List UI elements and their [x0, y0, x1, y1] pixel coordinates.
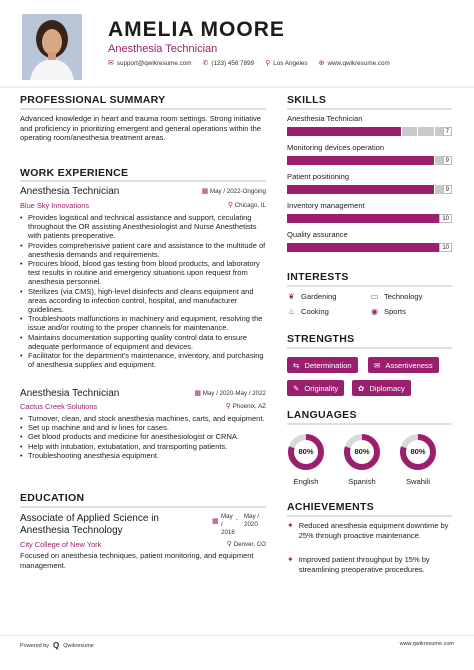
education-date-from: May / 2018	[221, 513, 235, 536]
skill-bar	[287, 127, 452, 136]
location-pin-icon: ⚲	[226, 541, 232, 548]
interest-item: ▭ Technology	[370, 292, 423, 301]
strengths-rule	[287, 347, 452, 349]
date-separator: -	[236, 516, 239, 523]
education-heading: EDUCATION	[20, 492, 85, 504]
list-item: • Sterilizes (via CMS), high-level disinfects and cleans equipment and areas according to infection control, hospital, and manufacturer guidelines.	[20, 287, 268, 315]
location-pin-icon: ⚲	[265, 60, 271, 67]
list-item: • Set up machine and and iv lines for cases.	[20, 423, 268, 432]
language-ring	[342, 432, 382, 472]
skills-heading: SKILLS	[287, 94, 327, 106]
skill-bar-fill	[287, 185, 434, 194]
language-ring	[286, 432, 326, 472]
arrows-icon: ⇆	[293, 360, 300, 370]
list-item: • Maintains documentation supporting quality control data to ensure adequate performance of equipment and devices.	[20, 333, 268, 351]
location-pin-icon: ⚲	[225, 403, 231, 410]
header-divider	[0, 86, 474, 88]
globe-icon: ⊕	[318, 60, 325, 67]
skill-level-number: 9	[443, 185, 452, 194]
calendar-icon: ▦	[194, 390, 201, 397]
skill-bar-fill	[287, 127, 401, 136]
achievement-item: ✦ Reduced anesthesia equipment downtime by 25% through proactive maintenance.	[287, 521, 449, 540]
language-label: English	[293, 477, 319, 486]
skill-level-number: 7	[443, 127, 452, 136]
skill-bar-fill	[287, 156, 434, 165]
language-percent: 80%	[298, 447, 314, 456]
laptop-icon: ▭	[370, 292, 379, 301]
calendar-icon: ▦	[201, 188, 209, 195]
job-location: ⚲ Phoenix, AZ	[225, 403, 266, 410]
skill-label: Monitoring devices operation	[287, 143, 385, 152]
pen-icon: ✎	[293, 383, 300, 393]
list-item: • Procures blood, blood gas testing from blood products, and laboratory test results in routine and emergency situations upon request from anesthesia personnel.	[20, 259, 268, 287]
strength-tag: ✎ Originality	[287, 380, 344, 396]
location-contact: ⚲ Los Angeles	[265, 60, 308, 67]
phone-contact[interactable]: ✆ (123) 456 7899	[202, 60, 255, 67]
skill-bar-empty	[418, 127, 434, 136]
job-title: Anesthesia Technician	[20, 388, 120, 399]
list-item: • Troubleshooting anesthesia equipment.	[20, 451, 268, 460]
list-item: • Provides comprehensive patient care and assistance to the multitude of anesthesia demands and requirements.	[20, 241, 268, 259]
location-pin-icon: ⚲	[227, 202, 233, 209]
strengths-heading: STRENGTHS	[287, 333, 355, 345]
sparkle-icon: ✦	[287, 555, 294, 564]
footer-site[interactable]: www.qwikresume.com	[399, 641, 454, 647]
list-item: • Get blood products and medicine for anesthesiologist or CRNA.	[20, 432, 268, 441]
language-percent: 80%	[354, 447, 370, 456]
skill-label: Anesthesia Technician	[287, 114, 363, 123]
job-location: ⚲ Chicago, IL	[227, 202, 266, 209]
job-company: Blue Sky Innovations	[20, 201, 90, 210]
summary-heading: PROFESSIONAL SUMMARY	[20, 94, 166, 106]
skill-bar	[287, 214, 452, 223]
job-company: Cactus Creek Solutions	[20, 402, 98, 411]
list-item: • Troubleshoots malfunctions in machinery and equipment, resolving the issue and/or routing to the proper channels for maintenance.	[20, 314, 268, 332]
interest-item: ❦ Gardening	[288, 292, 337, 301]
skill-bar-empty	[402, 127, 418, 136]
skills-rule	[287, 108, 452, 110]
achievements-rule	[287, 515, 452, 517]
email-contact[interactable]: ✉ support@qwikresume.com	[108, 60, 192, 67]
ball-icon: ◉	[371, 307, 378, 316]
interest-item: ♨ Cooking	[287, 307, 329, 316]
skill-label: Patient positioning	[287, 172, 350, 181]
skill-bar-fill	[287, 214, 451, 223]
skill-bar	[287, 156, 452, 165]
candidate-name: AMELIA MOORE	[108, 18, 285, 41]
footer-divider	[0, 635, 474, 636]
school-location: ⚲ Denver, CO	[226, 541, 266, 548]
degree-title: Associate of Applied Science in Anesthesia Technology	[20, 513, 159, 536]
experience-heading: WORK EXPERIENCE	[20, 167, 129, 179]
skill-level-number: 10	[439, 214, 452, 223]
strength-tag: ⇆ Determination	[287, 357, 358, 373]
skill-bar-fill	[287, 243, 451, 252]
handshake-icon: ✿	[358, 383, 365, 393]
strength-tag: ✉ Assertiveness	[368, 357, 439, 373]
skill-bar	[287, 243, 452, 252]
languages-rule	[287, 423, 452, 425]
avatar	[22, 14, 82, 80]
job-dates: ▦ May / 2020-May / 2022	[194, 390, 266, 397]
interests-rule	[287, 285, 452, 287]
chef-hat-icon: ♨	[287, 307, 296, 316]
language-ring	[398, 432, 438, 472]
list-item: • Facilitator for the department's maintenance, inventory, and purchasing of anesthesia supplies and equipment.	[20, 351, 268, 369]
language-label: Spanish	[348, 477, 376, 486]
achievement-item: ✦ Improved patient throughput by 15% by streamlining preoperative procedures.	[287, 555, 430, 574]
language-percent: 80%	[410, 447, 426, 456]
education-text: Focused on anesthesia techniques, patient monitoring, and equipment management.	[20, 551, 254, 570]
skill-label: Quality assurance	[287, 230, 348, 239]
summary-text: Advanced knowledge in heart and trauma room settings. Strong initiative and proficiency in prioritizing emergent and general operations within the operating room/anesthesia treatment areas.	[20, 114, 261, 142]
list-item: • Provides logistical and technical assistance and support, circulating throughout the OR assisting Anesthesiologist and Nurse Anesthetists with patients preoperative.	[20, 213, 268, 241]
education-date-to: May / 2020	[244, 513, 260, 528]
education-rule	[20, 506, 266, 508]
job-dates: ▦ May / 2022-Ongoing	[201, 188, 266, 195]
contact-row	[108, 60, 390, 67]
phone-icon: ✆	[202, 60, 209, 67]
strength-tag: ✿ Diplomacy	[352, 380, 411, 396]
summary-rule	[20, 108, 266, 110]
chat-icon: ✉	[374, 360, 381, 370]
leaf-icon: ❦	[288, 292, 295, 301]
sparkle-icon: ✦	[287, 521, 294, 530]
skill-bar	[287, 185, 452, 194]
achievements-heading: ACHIEVEMENTS	[287, 501, 375, 513]
email-icon: ✉	[108, 60, 114, 67]
interest-item: ◉ Sports	[371, 307, 406, 316]
job-bullets	[20, 213, 268, 369]
interests-heading: INTERESTS	[287, 271, 349, 283]
experience-rule	[20, 180, 266, 182]
skill-label: Inventory management	[287, 201, 365, 210]
candidate-role: Anesthesia Technician	[108, 43, 218, 55]
calendar-icon: ▦	[212, 518, 219, 525]
language-label: Swahili	[405, 477, 431, 486]
languages-heading: LANGUAGES	[287, 409, 357, 421]
list-item: • Help with intubation, extubatation, and transporting patients.	[20, 442, 268, 451]
job-title: Anesthesia Technician	[20, 186, 120, 197]
list-item: • Turnover, clean, and stock anesthesia machines, carts, and equipment.	[20, 414, 268, 423]
skill-level-number: 10	[439, 243, 452, 252]
profile-photo	[22, 14, 82, 80]
qwikresume-logo-icon: Q	[53, 641, 60, 650]
job-bullets	[20, 414, 268, 460]
school-name: City College of New York	[20, 540, 102, 549]
website-contact[interactable]: ⊕ www.qwikresume.com	[318, 60, 390, 67]
skill-level-number: 9	[443, 156, 452, 165]
footer-brand: Powered by Q Qwikresume	[20, 641, 94, 650]
